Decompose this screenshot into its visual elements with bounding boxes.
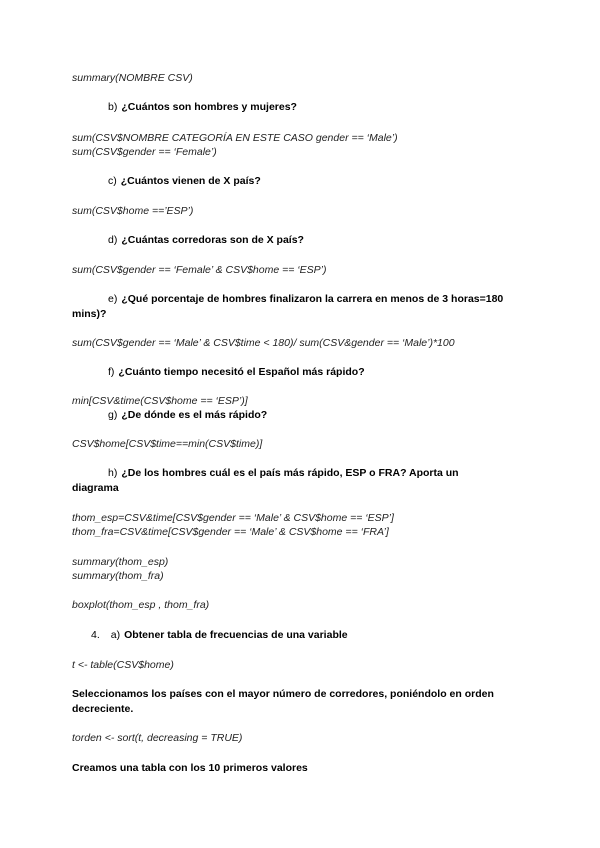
code-b-female: sum(CSV$gender == ‘Female’): [72, 146, 217, 158]
question-c: [108, 174, 261, 188]
question-e-text-line1: ¿Qué porcentaje de hombres finalizaron la carrera en menos de 3 horas=180: [121, 293, 504, 305]
code-g: CSV$home[CSV$time==min(CSV$time)]: [72, 438, 263, 450]
question-g-text: ¿De dónde es el más rápido?: [121, 409, 268, 421]
code-summary-csv: summary(NOMBRE CSV): [72, 72, 193, 84]
code-h-fra: thom_fra=CSV&time[CSV$gender == ‘Male’ & CSV$home == ‘FRA’]: [72, 526, 389, 538]
code-sort: torden <- sort(t, decreasing = TRUE): [72, 732, 243, 744]
question-e: [108, 292, 503, 306]
question-b-label: b): [108, 101, 118, 113]
question-b: [108, 100, 297, 114]
paragraph-top-10-table: Creamos una tabla con los 10 primeros valores: [72, 762, 308, 774]
code-f: min[CSV&time(CSV$home == ‘ESP’)]: [72, 395, 248, 407]
question-g: [108, 408, 267, 422]
code-d: sum(CSV$gender == ‘Female’ & CSV$home == ‘ESP’): [72, 264, 327, 276]
question-4-text: Obtener tabla de frecuencias de una variable: [124, 629, 348, 641]
code-h-boxplot: boxplot(thom_esp , thom_fra): [72, 599, 210, 611]
question-e-label: e): [108, 293, 118, 305]
code-h-esp: thom_esp=CSV&time[CSV$gender == ‘Male’ & CSV$home == ‘ESP’]: [72, 512, 394, 524]
question-g-label: g): [108, 409, 118, 421]
question-f-text: ¿Cuánto tiempo necesitó el Español más rápido?: [118, 366, 365, 378]
question-f-label: f): [108, 366, 115, 378]
code-4-table: t <- table(CSV$home): [72, 659, 174, 671]
question-c-label: c): [108, 175, 117, 187]
question-e-text-line2: mins)?: [72, 308, 107, 320]
code-h-summary-esp: summary(thom_esp): [72, 556, 169, 568]
question-4: [91, 628, 348, 642]
question-b-text: ¿Cuántos son hombres y mujeres?: [121, 101, 297, 113]
code-b-male: sum(CSV$NOMBRE CATEGORÍA EN ESTE CASO gender == ‘Male’): [72, 132, 398, 144]
question-h-text-line1: ¿De los hombres cuál es el país más rápido, ESP o FRA? Aporta un: [121, 467, 459, 479]
question-f: [108, 365, 365, 379]
code-c: sum(CSV$home ==’ESP’): [72, 205, 194, 217]
question-4-label: a): [110, 629, 121, 641]
code-e: sum(CSV$gender == ‘Male’ & CSV$time < 180)/ sum(CSV&gender == ‘Male’)*100: [72, 337, 455, 349]
paragraph-select-countries-line2: decreciente.: [72, 703, 134, 715]
code-h-summary-fra: summary(thom_fra): [72, 570, 164, 582]
question-c-text: ¿Cuántos vienen de X país?: [120, 175, 261, 187]
question-d: [108, 233, 304, 247]
question-d-label: d): [108, 234, 118, 246]
question-h: [108, 466, 459, 480]
question-h-text-line2: diagrama: [72, 482, 119, 494]
question-h-label: h): [108, 467, 118, 479]
question-4-number: 4.: [91, 629, 100, 641]
paragraph-select-countries-line1: Seleccionamos los países con el mayor número de corredores, poniéndolo en orden: [72, 688, 494, 700]
question-d-text: ¿Cuántas corredoras son de X país?: [121, 234, 304, 246]
